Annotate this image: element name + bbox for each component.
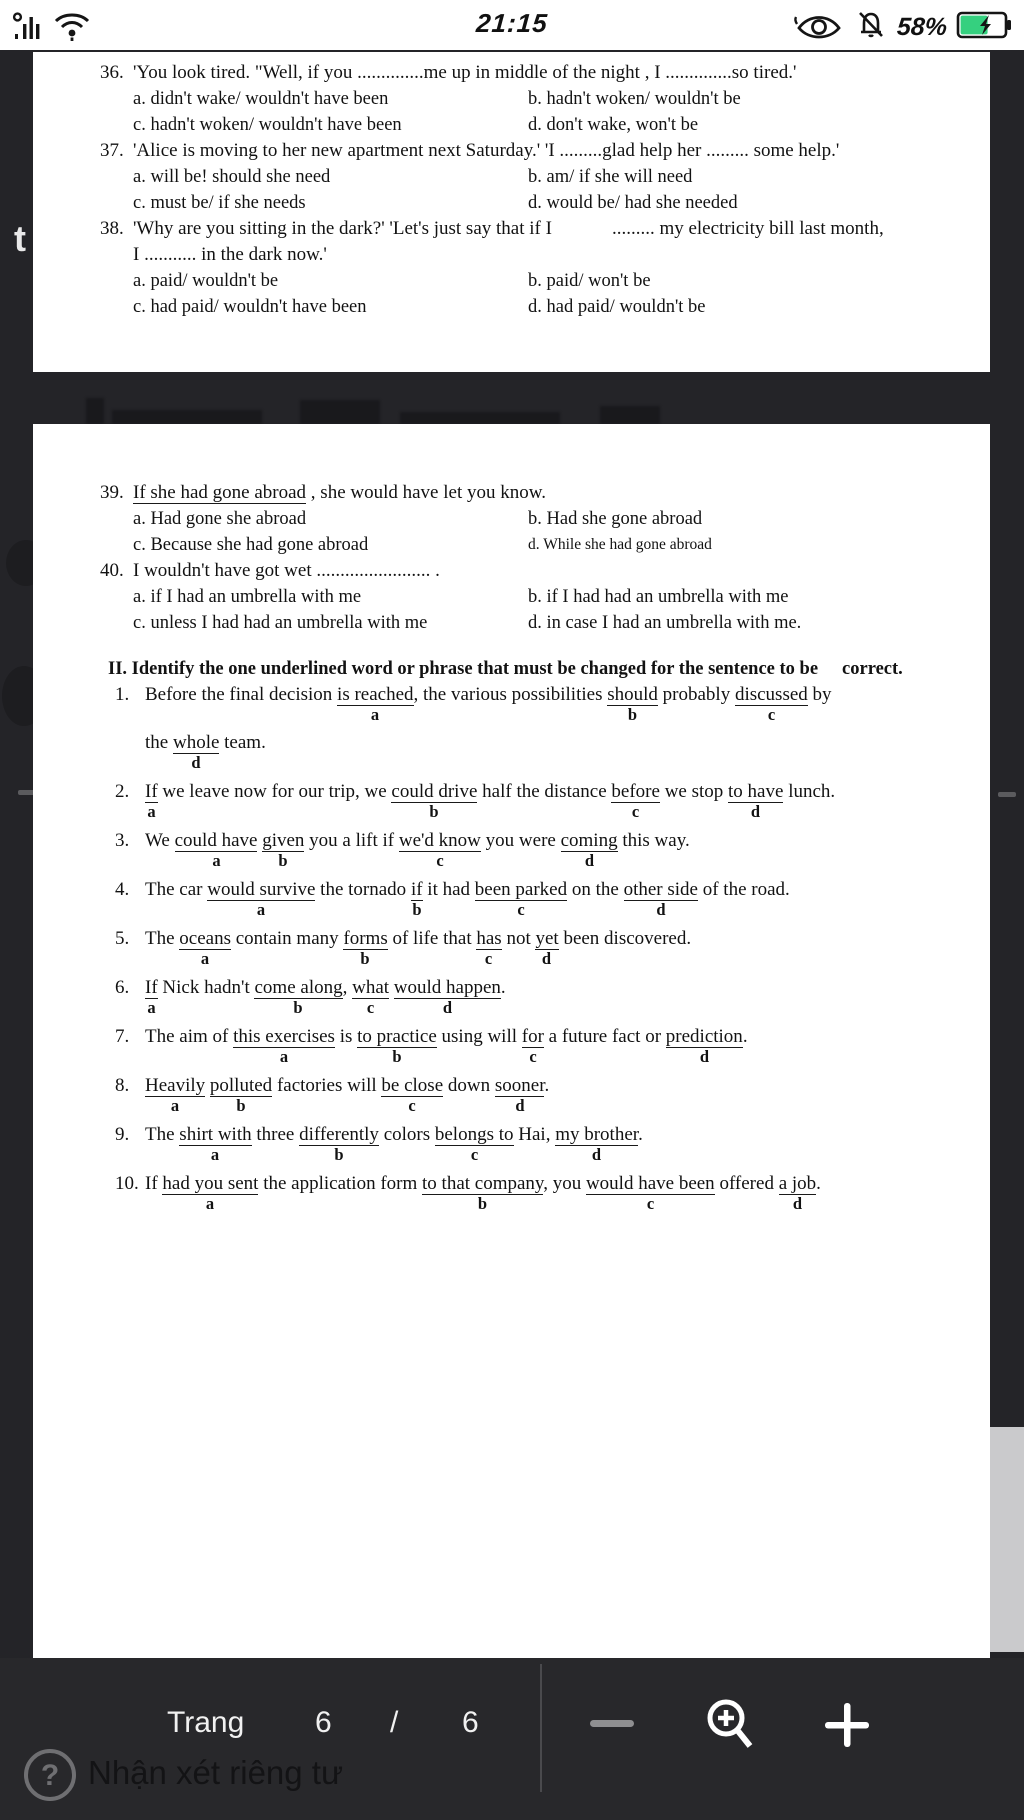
underlined-phrase: this exercises [233,1026,335,1047]
choice-letter: c [517,900,525,919]
sentence-line: 'Alice is moving to her new apartment next Saturday.' 'I .........glad help her ......... some help.' [133,140,840,161]
answer-option: b. Had she gone abroad [528,509,703,529]
choice-letter-row [145,851,990,876]
zoom-out-button[interactable] [588,1713,636,1736]
choice-letter-row [145,900,990,925]
page-separator: / [390,1706,399,1739]
error-identification-item [33,1073,990,1121]
choice-letter: c [767,705,776,724]
error-identification-item [33,779,990,827]
zoom-in-icon [822,1738,872,1753]
choice-letter: a [170,1096,180,1115]
choice-letter-row [145,998,990,1023]
question [33,138,990,216]
total-page-number: 6 [462,1706,479,1739]
choice-letter: a [212,851,221,870]
answer-options [133,164,990,216]
choice-letter: d [591,1145,602,1164]
choice-letter: b [293,998,303,1017]
item-number: 1. [115,684,130,705]
pdf-page-1 [33,52,990,372]
choice-letter: b [412,900,422,919]
choice-letter: b [236,1096,246,1115]
underlined-phrase: coming [560,830,618,851]
item-number: 3. [115,830,130,851]
answer-options [133,268,990,320]
page-indicator-label: Trang [167,1706,245,1739]
answer-option: d. don't wake, won't be [528,115,699,135]
choice-letter: a [370,705,380,724]
underlined-phrase: had you sent [162,1173,259,1194]
sentence-line: I ........... in the dark now.' [133,244,327,265]
answer-option: a. if I had an umbrella with me [133,587,362,607]
sentence-line: Heavily polluted factories will be close down sooner. [145,1075,550,1096]
item-number: 9. [115,1124,130,1145]
choice-letter: c [366,998,375,1017]
answer-option: b. paid/ won't be [528,271,651,291]
answer-option: a. Had gone she abroad [133,509,307,529]
underlined-phrase: has [476,928,502,949]
error-identification-item [33,1024,990,1072]
choice-letter: c [529,1047,537,1066]
underlined-phrase: could have [174,830,258,851]
choice-letter: a [205,1194,215,1213]
notifications-off-icon [854,8,888,47]
underlined-phrase: polluted [209,1075,273,1096]
answer-option: c. had paid/ wouldn't have been [133,297,367,317]
answer-option: c. Because she had gone abroad [133,535,369,555]
answer-option: d. would be/ had she needed [528,193,738,213]
underlined-phrase: would have been [585,1173,715,1194]
choice-letter: d [541,949,552,968]
zoom-search-icon [700,1744,762,1759]
question [33,558,990,636]
item-number: 5. [115,928,130,949]
choice-letter: d [584,851,595,870]
choice-letter-row [145,1194,990,1219]
answer-options [133,584,990,636]
underlined-phrase: been parked [474,879,568,900]
choice-letter: d [656,900,666,919]
zoom-in-button[interactable] [822,1700,872,1753]
error-identification-item [33,682,990,778]
underlined-phrase: my brother [555,1124,639,1145]
error-identification-item [33,877,990,925]
sentence-line: The aim of this exercises is to practice using will for a future fact or prediction. [145,1026,748,1047]
underlined-phrase: we'd know [398,830,481,851]
sentence-line: 'Why are you sitting in the dark?' 'Let's just say that if I ......... my electricity bill last month, [133,218,884,239]
choice-letter: a [279,1047,289,1066]
choice-letter: c [408,1096,416,1115]
choice-letter: d [442,998,453,1017]
error-identification-item [33,828,990,876]
choice-letter-row [145,1096,990,1121]
underlined-phrase: would survive [207,879,316,900]
question [33,60,990,138]
choice-letter: d [515,1096,525,1115]
underlined-phrase: whole [172,732,220,753]
underlined-phrase: If she had gone abroad [133,482,307,503]
answer-option: d. in case I had an umbrella with me. [528,613,802,633]
eye-icon [793,8,845,47]
background-artifact [112,410,262,424]
answer-option: b. am/ if she will need [528,167,693,187]
background-artifact [600,406,660,424]
choice-letter: b [627,705,638,724]
underlined-phrase: sooner [494,1075,545,1096]
choice-letter-row [145,802,990,827]
underlined-phrase: If [145,977,158,998]
answer-option: c. hadn't woken/ wouldn't have been [133,115,402,135]
underlined-phrase: discussed [734,684,808,705]
answer-option: c. unless I had had an umbrella with me [133,613,428,633]
background-artifact [400,412,560,424]
underlined-phrase: given [262,830,305,851]
sentence-line: If had you sent the application form to that company, you would have been offered a job. [145,1173,821,1194]
underlined-phrase: to practice [357,1026,437,1047]
answer-options [133,86,990,138]
underlined-phrase: a job [778,1173,817,1194]
choice-letter: b [360,949,370,968]
underlined-phrase: belongs to [434,1124,514,1145]
choice-letter: d [750,802,761,821]
item-number: 10. [115,1173,139,1194]
underlined-phrase: yet [535,928,559,949]
item-number: 2. [115,781,130,802]
sentence-line: We could have given you a lift if we'd know you were coming this way. [145,830,690,851]
underlined-phrase: before [611,781,660,802]
underlined-phrase: come along [254,977,343,998]
sentence-line: The car would survive the tornado if it had been parked on the other side of the road. [145,879,790,900]
underlined-phrase: other side [623,879,698,900]
choice-letter: d [699,1047,710,1066]
underlined-phrase: if [410,879,423,900]
choice-letter: c [484,949,493,968]
zoom-out-icon [588,1721,636,1736]
answer-option: b. hadn't woken/ wouldn't be [528,89,741,109]
choice-letter-row [145,705,990,730]
underlined-phrase: could drive [391,781,478,802]
sentence-line: If she had gone abroad , she would have let you know. [133,482,546,503]
zoom-search-button[interactable] [700,1694,762,1759]
choice-letter: b [477,1194,488,1213]
choice-letter: b [429,802,439,821]
question-number: 37. [100,140,124,161]
sentence-line: I wouldn't have got wet ........................ . [133,560,440,581]
item-number: 4. [115,879,130,900]
choice-letter: c [646,1194,655,1213]
status-bar [0,0,1024,50]
item-number: 8. [115,1075,130,1096]
choice-letter: a [210,1145,220,1164]
underlined-phrase: would happen [393,977,501,998]
underlined-phrase: to that company [422,1173,544,1194]
background-artifact [300,400,380,424]
underlined-phrase: Heavily [145,1075,206,1096]
error-identification-item [33,1171,990,1219]
clock: 21:15 [475,8,549,38]
answer-option: b. if I had had an umbrella with me [528,587,789,607]
choice-letter-row [145,1047,990,1072]
underlined-phrase: prediction [665,1026,743,1047]
underlined-phrase: forms [343,928,388,949]
choice-letter: d [191,753,201,772]
choice-letter: b [392,1047,402,1066]
error-identification-item [33,975,990,1023]
toolbar-divider [540,1664,542,1792]
error-identification-item [33,926,990,974]
underlined-phrase: differently [299,1124,379,1145]
battery-charging-icon [956,9,1014,46]
section-2-header: II. Identify the one underlined word or phrase that must be changed for the sentence to be correct. [108,659,903,679]
choice-letter: b [334,1145,344,1164]
answer-option: d. While she had gone abroad [528,536,712,553]
battery-percent: 58% [896,13,949,41]
sentence-line: 'You look tired. "Well, if you ..............me up in middle of the night , I ..............so tired.' [133,62,797,83]
private-comment-button[interactable]: Nhận xét riêng tư [88,1754,344,1791]
current-page-number: 6 [315,1706,332,1739]
choice-letter-row [145,949,990,974]
choice-letter-row [145,753,990,778]
choice-letter: a [147,998,156,1017]
help-icon [22,1759,78,1806]
background-artifact [86,398,104,424]
question-number: 36. [100,62,124,83]
choice-letter: d [792,1194,803,1213]
scrollbar-thumb[interactable] [990,1427,1024,1652]
question-number: 39. [100,482,124,503]
answer-option: c. must be/ if she needs [133,193,306,213]
pdf-toolbar [0,1658,1024,1820]
answer-option: a. didn't wake/ wouldn't have been [133,89,389,109]
sentence-line: the whole team. [145,732,266,753]
sentence-line: The shirt with three differently colors belongs to Hai, my brother. [145,1124,643,1145]
choice-letter: c [631,802,640,821]
choice-letter: c [436,851,444,870]
question-number: 40. [100,560,124,581]
question-number: 38. [100,218,124,239]
underlined-phrase: oceans [179,928,231,949]
sentence-line: The oceans contain many forms of life that has not yet been discovered. [145,928,692,949]
answer-option: a. paid/ wouldn't be [133,271,279,291]
underlined-phrase: for [521,1026,544,1047]
background-artifact-letter: t [14,218,26,259]
choice-letter: c [470,1145,479,1164]
answer-option: d. had paid/ wouldn't be [528,297,706,317]
underlined-phrase: If [145,781,158,802]
choice-letter: a [147,802,156,821]
underlined-phrase: is reached [337,684,414,705]
choice-letter: a [200,949,210,968]
choice-letter: a [256,900,266,919]
choice-letter: b [278,851,288,870]
sentence-line: If Nick hadn't come along, what would happen. [145,977,506,998]
answer-option: a. will be! should she need [133,167,331,187]
underlined-phrase: shirt with [179,1124,252,1145]
question [33,216,990,320]
underlined-phrase: to have [728,781,784,802]
answer-options [133,506,990,558]
pdf-page-2 [33,424,990,1658]
background-artifact [998,792,1016,797]
question [33,480,990,558]
sentence-line: If we leave now for our trip, we could drive half the distance before we stop to have lunch. [145,781,836,802]
svg-text:?: ? [40,1759,60,1792]
underlined-phrase: what [352,977,390,998]
sentence-line: Before the final decision is reached, the various possibilities should probably discussed by [145,684,832,705]
help-button[interactable] [22,1747,78,1806]
choice-letter-row [145,1145,990,1170]
underlined-phrase: should [607,684,658,705]
item-number: 7. [115,1026,130,1047]
item-number: 6. [115,977,130,998]
underlined-phrase: be close [381,1075,444,1096]
error-identification-item [33,1122,990,1170]
